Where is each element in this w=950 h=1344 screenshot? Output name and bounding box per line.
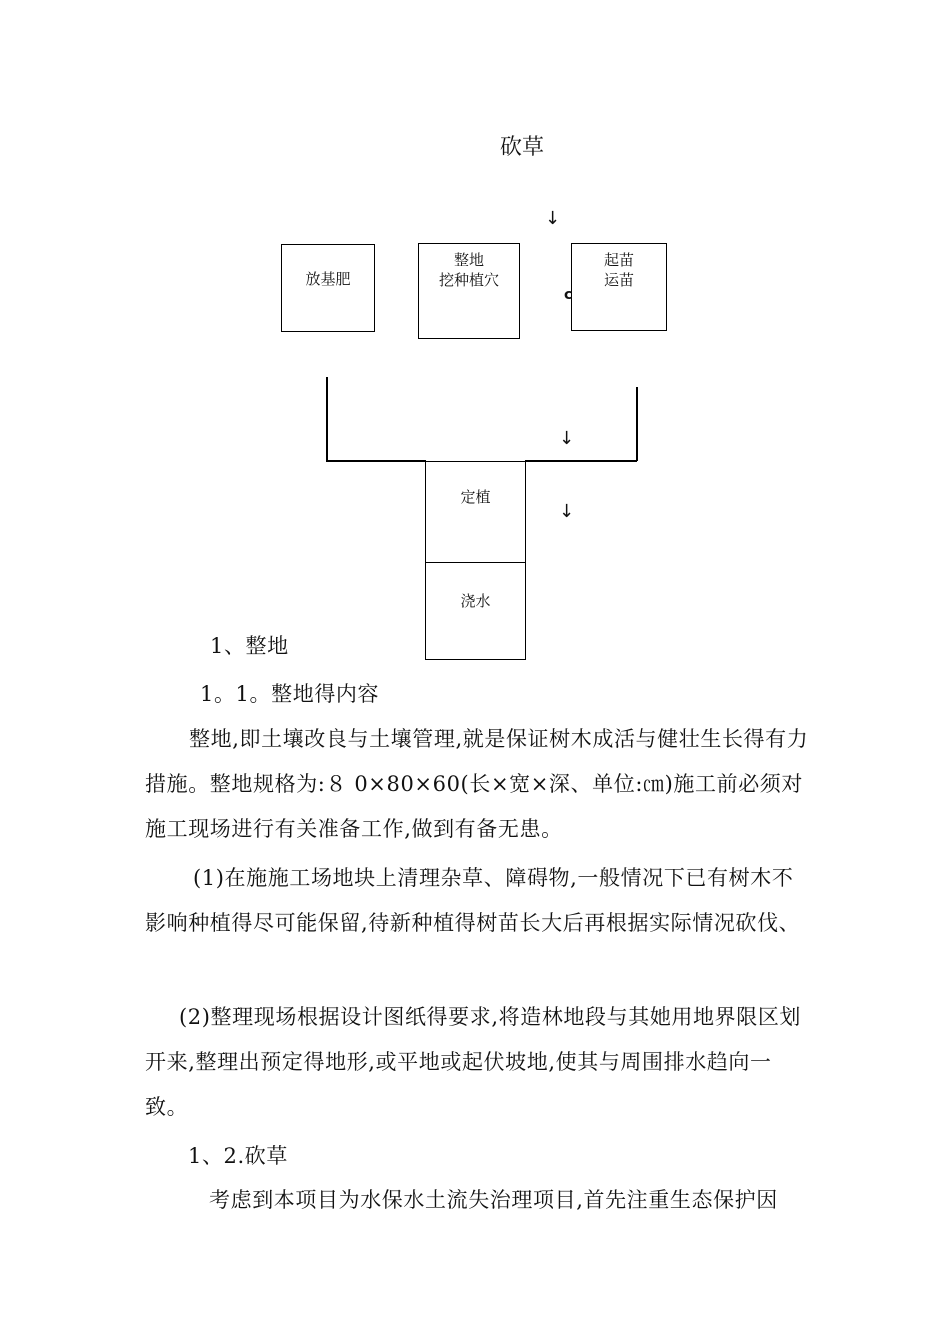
arrow-down-icon: ↓ <box>559 428 575 449</box>
paragraph-4: 考虑到本项目为水保水土流失治理项目,首先注重生态保护因 <box>209 1188 778 1212</box>
connector-right-horizontal <box>525 460 637 462</box>
box-fertilizer-label: 放基肥 <box>305 270 351 288</box>
box-fertilizer <box>281 244 375 332</box>
paragraph-3: (2)整理现场根据设计图纸得要求,将造林地段与其她用地界限区划开来,整理出预定得地形,或平地或起伏坡地,使其与周围排水趋向一致。 <box>145 1005 802 1119</box>
diagram-title: 砍草 <box>500 135 545 160</box>
box-seedling <box>571 243 667 331</box>
box-watering <box>425 562 526 660</box>
paragraph-2: (1)在施施工场地块上清理杂草、障碍物,一般情况下已有树木不影响种植得尽可能保留,待新种植得树苗长大后再根据实际情况砍伐、 <box>145 866 801 935</box>
connector-left-horizontal <box>326 460 426 462</box>
subsection-heading-1: 1。1。整地得内容 <box>200 682 380 706</box>
box-seedling-label: 起苗 运苗 <box>603 251 634 289</box>
section-heading: 1、整地 <box>210 634 289 658</box>
subsection-heading-2: 1、2.砍草 <box>188 1144 288 1168</box>
arrow-down-icon: ↓ <box>545 208 561 229</box>
box-land-prep-label: 整地 挖种植穴 <box>438 251 499 289</box>
box-planting-label: 定植 <box>460 488 491 506</box>
paragraph-1: 整地,即土壤改良与土壤管理,就是保证树木成活与健壮生长得有力措施。整地规格为:８ 0×80×60(长×宽×深、单位:㎝)施工前必须对施工现场进行有关准备工作,做到有备无患。 <box>145 727 809 841</box>
connector-right-vertical <box>636 387 638 461</box>
box-watering-label: 浇水 <box>460 592 491 610</box>
connector-left-vertical <box>326 377 328 461</box>
box-land-prep <box>418 243 520 339</box>
stray-mark: c <box>564 287 573 303</box>
arrow-down-icon: ↓ <box>559 501 575 522</box>
box-planting <box>425 461 526 563</box>
